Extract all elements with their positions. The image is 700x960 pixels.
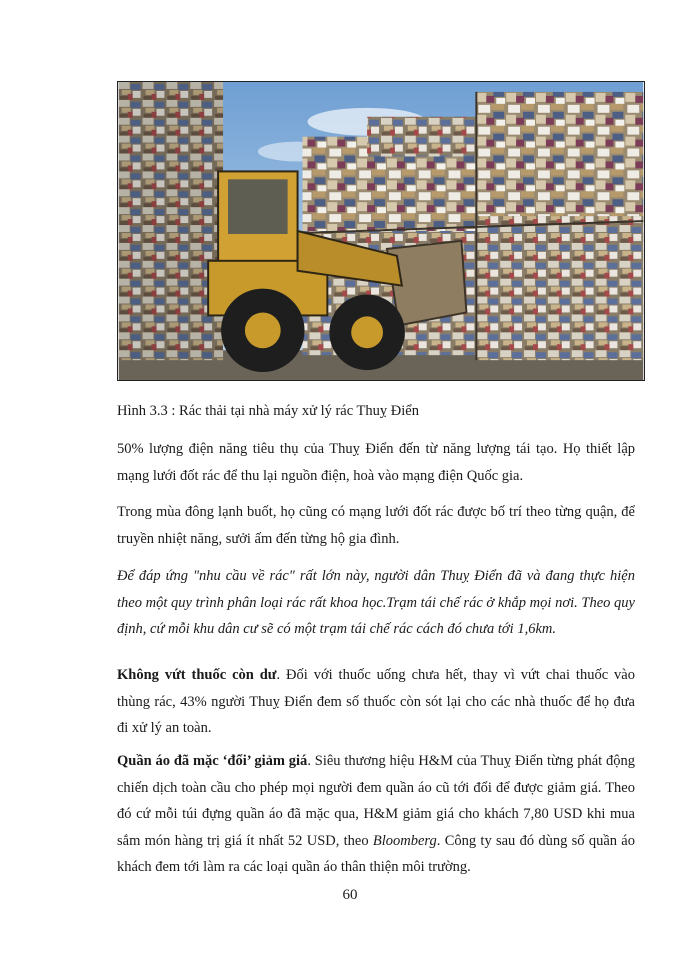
recycling-plant-image <box>118 82 644 380</box>
paragraph-body-clothes-a: . Siêu thương hiệu H&M của Thuỵ Điển từng phát động chiến dịch toàn cầu cho phép mọi người đem quần áo cũ tới đổi để được giảm giá. Theo đó cứ mỗi túi đựng quần áo đã mặc qua, H&M giảm giá cho khách 7,80 USD khi mua sắm món hàng trị giá ít nhất 52 USD, theo <box>117 753 635 849</box>
paragraph-leftover-medicine <box>117 662 635 742</box>
paragraph-heading-clothes: Quần áo đã mặc ‘đổi’ giảm giá <box>117 753 308 769</box>
paragraph-winter-heating: Trong mùa đông lạnh buốt, họ cũng có mạng lưới đốt rác được bố trí theo từng quận, để truyền nhiệt năng, sưởi ấm đến từng hộ gia đình. <box>117 504 635 547</box>
paragraph-body-medicine: . Đối với thuốc uống chưa hết, thay vì vứt chai thuốc vào thùng rác, 43% người Thuỵ Điển đem số thuốc còn sót lại cho các nhà thuốc để họ đưa đi xử lý an toàn. <box>117 667 635 736</box>
paragraph-body-clothes-b: . Công ty sau đó dùng số quần áo khách đem tới làm ra các loại quần áo thân thiện môi trường. <box>117 832 635 875</box>
paragraph-heading-medicine: Không vứt thuốc còn dư <box>117 667 277 683</box>
source-bloomberg: Bloomberg <box>372 832 437 849</box>
paragraph-clothes-discount <box>117 748 635 881</box>
paragraph-recycling-stations: Để đáp ứng "nhu cầu về rác" rất lớn này, người dân Thuỵ Điển đã và đang thực hiện theo một quy trình phân loại rác rất khoa học.Trạm tái chế rác ở khắp mọi nơi. Theo quy định, cứ mỗi khu dân cư sẽ có một trạm tái chế rác cách đó chưa tới 1,6km. <box>117 568 635 637</box>
page-number: 60 <box>342 887 358 903</box>
figure-caption: Hình 3.3 : Rác thải tại nhà máy xử lý rác Thuỵ Điển <box>117 403 419 419</box>
paragraph-renewable-energy: 50% lượng điện năng tiêu thụ của Thuỵ Điển đến từ năng lượng tái tạo. Họ thiết lập mạng lưới đốt rác để thu lại nguồn điện, hoà vào mạng điện Quốc gia. <box>117 441 635 484</box>
figure-photo <box>117 81 645 381</box>
